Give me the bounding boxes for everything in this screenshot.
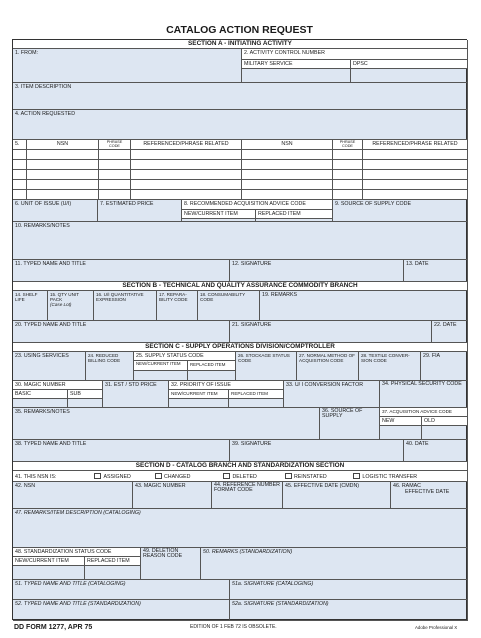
est-std-label: 31. EST / STD PRICE: [105, 382, 157, 388]
nsn-grid-cell[interactable]: [333, 150, 363, 160]
textile-field[interactable]: [359, 352, 421, 381]
using-services-label: 23. USING SERVICES: [15, 353, 69, 359]
priority-replaced-field[interactable]: [229, 399, 284, 408]
nsn-grid-cell[interactable]: [27, 180, 99, 190]
typed-name-b-field[interactable]: [13, 321, 230, 343]
acq-advice-label: 37. ACQUISITION ADVICE CODE: [380, 408, 468, 417]
rec-aac-replaced-label: REPLACED ITEM: [256, 210, 333, 219]
fia-label: 29. FIA: [423, 353, 441, 359]
nsn-status-row: [13, 471, 468, 482]
remarks-std-label: 50. REMARKS (STANDARDIZATION): [203, 549, 293, 555]
typed-name-c-label: 38. TYPED NAME AND TITLE: [15, 441, 87, 447]
signature-cataloging-field[interactable]: [230, 580, 468, 600]
remarks-a-label: 10. REMARKS/NOTES: [15, 223, 70, 229]
nsn-grid-cell[interactable]: [99, 160, 131, 170]
effective-date-label: 45. EFFECTIVE DATE (CMDN): [285, 483, 360, 489]
dpsc-label: DPSC: [351, 60, 468, 69]
nsn-grid-cell[interactable]: [242, 170, 333, 180]
nsn-grid-cell[interactable]: [363, 150, 468, 160]
typed-name-c-field[interactable]: [13, 440, 230, 462]
magic-number-label: 30. MAGIC NUMBER: [13, 381, 103, 390]
dpsc-field[interactable]: [351, 69, 468, 83]
signature-a-field[interactable]: [230, 260, 404, 282]
signature-c-label: 39. SIGNATURE: [232, 441, 272, 447]
nsn-grid-cell[interactable]: [13, 160, 27, 170]
remarks-b-field[interactable]: [260, 291, 468, 321]
textile-label: 28. TEXTILE CONVER- SION CODE: [361, 353, 410, 363]
typed-name-cataloging-field[interactable]: [13, 580, 230, 600]
rec-aac-new-label: NEW/CURRENT ITEM: [182, 210, 256, 219]
nsn-grid-cell[interactable]: [333, 160, 363, 170]
date-a-label: 13. DATE: [406, 261, 429, 267]
nsn-grid-cell[interactable]: [333, 190, 363, 200]
signature-std-field[interactable]: [230, 600, 468, 621]
remarks-std-field[interactable]: [201, 548, 468, 580]
source-of-supply-c-label: 36. SOURCE OF SUPPLY: [322, 408, 363, 419]
military-service-label: MILITARY SERVICE: [242, 60, 351, 69]
nsn-grid-cell[interactable]: [99, 180, 131, 190]
remarks-a-field[interactable]: [13, 222, 468, 260]
date-c-label: 40. DATE: [406, 441, 429, 447]
date-c-field[interactable]: [404, 440, 468, 462]
ramac-label: 46. RAMAC: [393, 483, 421, 489]
section-b-header: SECTION B - TECHNICAL AND QUALITY ASSURANCE COMMODITY BRANCH: [13, 282, 468, 291]
std-new-field[interactable]: [13, 566, 85, 580]
shelf-life-field[interactable]: [13, 291, 48, 321]
ref-number-format-label: 44. REFERENCE NUMBER FORMAT CODE: [214, 482, 280, 493]
ui-conversion-field[interactable]: [284, 381, 380, 408]
aac-new-field[interactable]: [380, 426, 422, 440]
nsn-grid-cell[interactable]: [363, 160, 468, 170]
logistic-transfer-label: LOGISTIC TRANSFER: [362, 474, 418, 480]
reparability-label: 17. REPARA- BILITY CODE: [159, 292, 188, 302]
ui-quant-label: 16. U/I QUANTITATIVE EXPRESSION: [96, 292, 144, 302]
nsn-header: NSN: [27, 140, 99, 150]
military-service-field[interactable]: [242, 69, 351, 83]
from-field[interactable]: [13, 49, 242, 83]
nsn-grid-cell[interactable]: [131, 180, 242, 190]
unit-of-issue-field[interactable]: [13, 200, 98, 222]
nsn-grid-cell[interactable]: [131, 170, 242, 180]
nsn-grid-cell[interactable]: [13, 170, 27, 180]
nsn-grid-cell[interactable]: [242, 160, 333, 170]
phrase-code-header-2: PHRASE CODE: [333, 140, 363, 150]
typed-name-cataloging-label: 51. TYPED NAME AND TITLE (CATALOGING): [15, 581, 126, 587]
source-of-supply-c-field[interactable]: [320, 408, 380, 440]
ui-conversion-label: 33. U/ I CONVERSION FACTOR: [286, 382, 364, 388]
qty-unit-pack-field[interactable]: [48, 291, 94, 321]
sub-label: SUB: [68, 390, 103, 399]
this-nsn-label: 41. THIS NSN IS:: [15, 474, 57, 480]
ref-phrase-header-2: REFERENCED/PHRASE RELATED: [363, 140, 468, 150]
aac-new-label: NEW: [380, 417, 422, 426]
unit-of-issue-label: 6. UNIT OF ISSUE (U/I): [15, 201, 72, 207]
reduced-billing-field[interactable]: [86, 352, 134, 381]
supply-status-label: 25. SUPPLY STATUS CODE: [134, 352, 236, 361]
ssc-replaced-label: REPLACED ITEM: [188, 361, 236, 371]
effective-date-field[interactable]: [283, 482, 391, 509]
remarks-b-label: 19. REMARKS: [262, 292, 298, 298]
ramac-field[interactable]: [391, 482, 468, 509]
nsn-grid-cell[interactable]: [333, 170, 363, 180]
ssc-replaced-field[interactable]: [188, 371, 236, 381]
ref-number-format-field[interactable]: [212, 482, 283, 509]
nsn-grid-cell[interactable]: [363, 190, 468, 200]
software-note: Adobe Professional X: [415, 625, 458, 630]
sub-field[interactable]: [68, 399, 103, 408]
nsn-d-label: 42. NSN: [15, 483, 36, 489]
remarks-cataloging-label: 47. REMARKS/ITEM DESCRIPTION (CATALOGING): [15, 510, 141, 516]
magic-d-label: 43. MAGIC NUMBER: [135, 483, 186, 489]
catalog-action-request-form: [12, 39, 467, 620]
deleted-label: DELETED: [232, 474, 257, 480]
source-of-supply-field[interactable]: [333, 200, 468, 222]
edition-note: EDITION OF 1 FEB 72 IS OBSOLETE.: [190, 624, 277, 630]
item-description-field[interactable]: [13, 83, 468, 110]
normal-method-field[interactable]: [297, 352, 359, 381]
nsn-grid-cell[interactable]: [99, 190, 131, 200]
nsn-d-field[interactable]: [13, 482, 133, 509]
nsn-grid-cell[interactable]: [27, 170, 99, 180]
from-label: 1. FROM:: [15, 50, 38, 56]
assigned-checkbox[interactable]: [94, 473, 101, 479]
nsn-grid-cell[interactable]: [99, 170, 131, 180]
qty-unit-pack-sub: (Case Lot): [50, 302, 72, 307]
normal-method-label: 27. NORMAL METHOD OF ACQUISITION CODE: [299, 353, 355, 363]
est-std-field[interactable]: [103, 381, 169, 408]
priority-label: 32. PRIORITY OF ISSUE: [169, 381, 284, 390]
remarks-cataloging-field[interactable]: [13, 509, 468, 548]
estimated-price-field[interactable]: [98, 200, 182, 222]
deleted-checkbox[interactable]: [223, 473, 230, 479]
using-services-field[interactable]: [13, 352, 86, 381]
nsn-grid-cell[interactable]: [27, 160, 99, 170]
acn-label: 2. ACTIVITY CONTROL NUMBER: [242, 49, 468, 60]
typed-name-a-label: 11. TYPED NAME AND TITLE: [15, 261, 86, 267]
priority-replaced-label: REPLACED ITEM: [229, 390, 284, 399]
nsn-grid-cell[interactable]: [99, 150, 131, 160]
consumability-label: 18. CONSUMABILITY CODE: [200, 292, 246, 302]
date-b-field[interactable]: [432, 321, 468, 343]
typed-name-a-field[interactable]: [13, 260, 230, 282]
reinstated-checkbox[interactable]: [285, 473, 292, 479]
signature-std-label: 52a. SIGNATURE (STANDARDIZATION): [232, 601, 329, 607]
estimated-price-label: 7. ESTIMATED PRICE: [100, 201, 154, 207]
nsn-grid-cell[interactable]: [131, 190, 242, 200]
nsn-grid-cell[interactable]: [363, 180, 468, 190]
physical-security-label: 34. PHYSICAL SECURITY CODE: [382, 381, 462, 387]
section-d-header: SECTION D - CATALOG BRANCH AND STANDARDIZATION SECTION: [13, 462, 468, 471]
reduced-billing-label: 24. REDUCED BILLING CODE: [88, 353, 121, 363]
std-replaced-label: REPLACED ITEM: [85, 557, 141, 566]
std-replaced-field[interactable]: [85, 566, 141, 580]
typed-name-std-field[interactable]: [13, 600, 230, 621]
ui-quant-field[interactable]: [94, 291, 157, 321]
nsn-grid-cell[interactable]: [13, 180, 27, 190]
signature-a-label: 12. SIGNATURE: [232, 261, 272, 267]
deletion-reason-field[interactable]: [141, 548, 201, 580]
signature-b-label: 21. SIGNATURE: [232, 322, 272, 328]
nsn-grid-cell[interactable]: [242, 190, 333, 200]
assigned-label: ASSIGNED: [103, 474, 131, 480]
ref-phrase-header: REFERENCED/PHRASE RELATED: [131, 140, 242, 150]
changed-checkbox[interactable]: [155, 473, 162, 479]
typed-name-std-label: 52. TYPED NAME AND TITLE (STANDARDIZATION): [15, 601, 141, 607]
nsn-grid-cell[interactable]: [27, 190, 99, 200]
phrase-code-header: PHRASE CODE: [99, 140, 131, 150]
logistic-transfer-checkbox[interactable]: [353, 473, 360, 479]
date-a-field[interactable]: [404, 260, 468, 282]
deletion-reason-label: 49. DELETION REASON CODE: [143, 548, 183, 559]
nsn-grid-cell[interactable]: [13, 190, 27, 200]
nsn-grid-cell[interactable]: [13, 150, 27, 160]
qty-unit-pack-label: 15. QTY UNIT PACK: [50, 292, 79, 302]
shelf-life-label: 14. SHELF LIFE: [15, 292, 38, 302]
item-description-label: 3. ITEM DESCRIPTION: [15, 84, 72, 90]
nsn-grid-cell[interactable]: [242, 180, 333, 190]
nsn-grid-cell[interactable]: [242, 150, 333, 160]
physical-security-field[interactable]: [380, 381, 468, 408]
typed-name-b-label: 20. TYPED NAME AND TITLE: [15, 322, 87, 328]
nsn-grid-cell[interactable]: [131, 150, 242, 160]
ssc-new-field[interactable]: [134, 371, 188, 381]
nsn-header-2: NSN: [242, 140, 333, 150]
nsn-grid-cell[interactable]: [333, 180, 363, 190]
nsn-grid-cell[interactable]: [363, 170, 468, 180]
std-status-label: 48. STANDARDIZATION STATUS CODE: [13, 548, 141, 557]
priority-new-label: NEW/CURRENT ITEM: [169, 390, 229, 399]
fia-field[interactable]: [421, 352, 468, 381]
nsn-grid-cell[interactable]: [27, 150, 99, 160]
stockage-field[interactable]: [236, 352, 297, 381]
reparability-field[interactable]: [157, 291, 198, 321]
action-requested-field[interactable]: [13, 110, 468, 140]
col5-label: 5.: [13, 140, 27, 150]
nsn-grid-cell[interactable]: [131, 160, 242, 170]
form-title: CATALOG ACTION REQUEST: [166, 24, 313, 36]
reinstated-label: REINSTATED: [293, 474, 327, 480]
remarks-c-label: 35. REMARKS/NOTES: [15, 409, 70, 415]
section-a-header: SECTION A - INITIATING ACTIVITY: [13, 40, 468, 49]
signature-b-field[interactable]: [230, 321, 432, 343]
signature-c-field[interactable]: [230, 440, 404, 462]
consumability-field[interactable]: [198, 291, 260, 321]
aac-old-label: OLD: [422, 417, 468, 426]
ssc-new-label: NEW/CURRENT ITEM: [134, 361, 188, 371]
changed-label: CHANGED: [163, 474, 191, 480]
basic-field[interactable]: [13, 399, 68, 408]
aac-old-field[interactable]: [422, 426, 468, 440]
remarks-c-field[interactable]: [13, 408, 320, 440]
magic-d-field[interactable]: [133, 482, 212, 509]
std-new-label: NEW/CURRENT ITEM: [13, 557, 85, 566]
priority-new-field[interactable]: [169, 399, 229, 408]
action-requested-label: 4. ACTION REQUESTED: [15, 111, 76, 117]
rec-aac-label: 8. RECOMMENDED ACQUISITION ADVICE CODE: [182, 200, 333, 210]
basic-label: BASIC: [13, 390, 68, 399]
stockage-label: 26. STOCKAGE STATUS CODE: [238, 353, 290, 363]
source-of-supply-label: 9. SOURCE OF SUPPLY CODE: [335, 201, 412, 207]
ramac-sub-label: EFFECTIVE DATE: [405, 489, 450, 495]
signature-cataloging-label: 51a. SIGNATURE (CATALOGING): [232, 581, 314, 587]
section-c-header: SECTION C - SUPPLY OPERATIONS DIVISION/COMPTROLLER: [13, 343, 468, 352]
form-number: DD FORM 1277, APR 75: [14, 624, 93, 631]
date-b-label: 22. DATE: [434, 322, 457, 328]
